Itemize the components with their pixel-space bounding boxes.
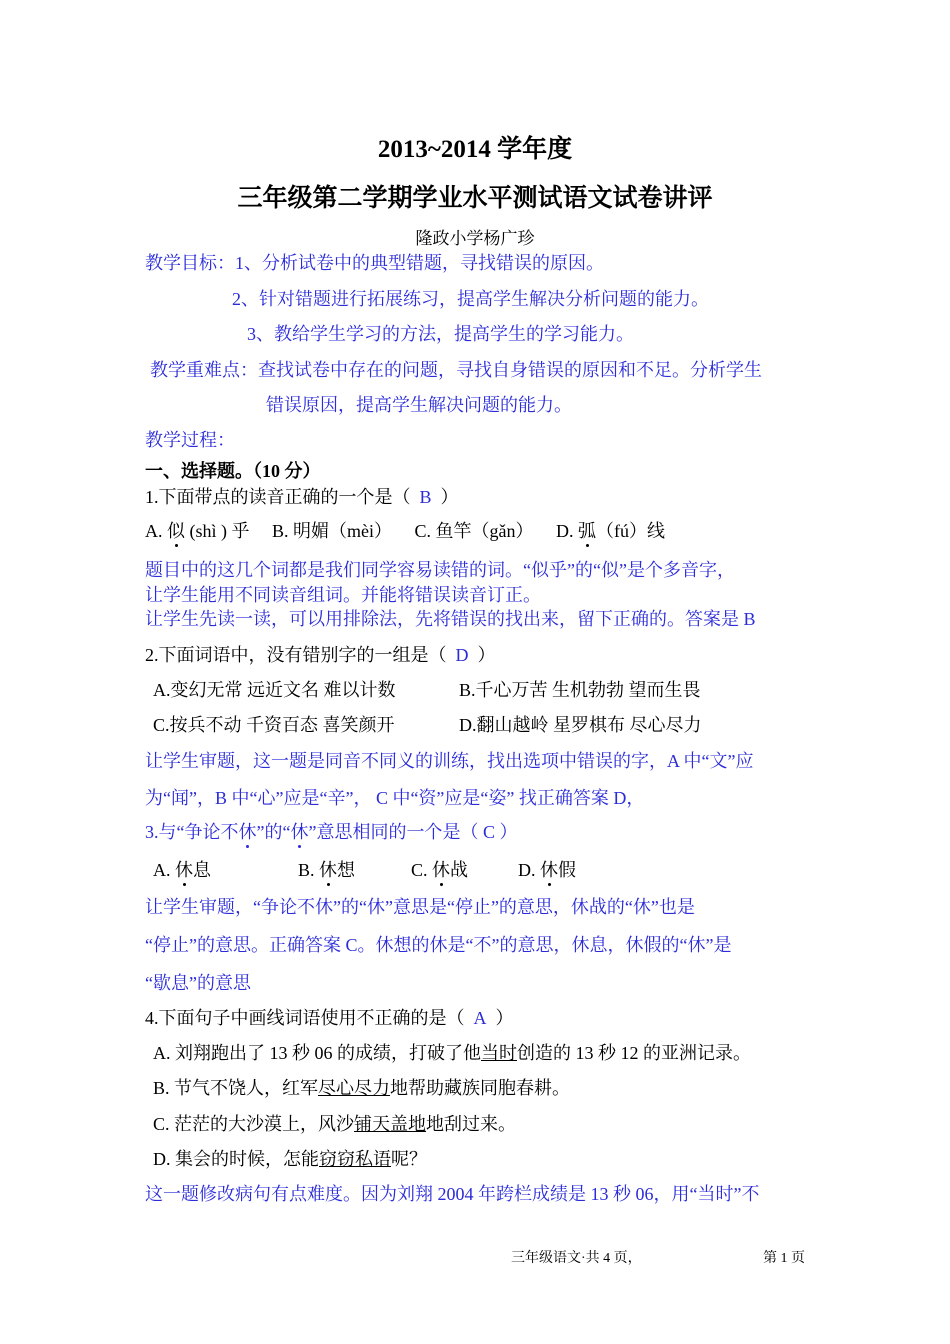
question-4-option-b: B. 节气不饶人，红军尽心尽力地帮助藏族同胞春耕。	[153, 1078, 571, 1098]
question-2-answer: D	[455, 645, 469, 665]
question-4-option-d: D. 集会的时候，怎能窃窃私语呢？	[153, 1149, 427, 1169]
section-heading: 一、选择题。（10 分）	[145, 461, 321, 481]
question-3-option-d: D. 休假	[518, 860, 576, 880]
question-2-option-c: C.按兵不动 千资百态 喜笑颜开	[153, 715, 395, 735]
question-3-stem: 3.与“争论不休”的“休”意思相同的一个是（ C ）	[145, 822, 518, 842]
question-1-stem: 1.下面带点的读音正确的一个是（ B ）	[145, 487, 459, 507]
question-4-option-c: C. 茫茫的大沙漠上，风沙铺天盖地地刮过来。	[153, 1114, 517, 1134]
process-label: 教学过程：	[145, 430, 235, 450]
goal-2: 2、针对错题进行拓展练习，提高学生解决分析问题的能力。	[232, 289, 709, 309]
page-subtitle: 三年级第二学期学业水平测试语文试卷讲评	[237, 185, 713, 212]
question-3-answer: C	[482, 822, 495, 842]
question-2-explain-1: 让学生审题，这一题是同音不同义的训练，找出选项中错误的字，A 中“文”应	[145, 751, 754, 771]
question-2-option-a: A.变幻无常 远近文名 难以计数	[153, 680, 396, 700]
question-3-option-a: A. 休息	[153, 860, 211, 880]
question-4-stem: 4.下面句子中画线词语使用不正确的是（ A ）	[145, 1008, 514, 1028]
author: 隆政小学杨广珍	[415, 229, 535, 249]
question-1-options: A. 似 (shì ) 乎 B. 明媚（mèi） C. 鱼竿（gǎn） D. 弧（fú）线	[145, 521, 665, 541]
footer-page-number: 第 1 页	[763, 1251, 805, 1266]
footer-page-count: 三年级语文·共 4 页，	[511, 1251, 642, 1266]
question-3-explain-1: 让学生审题，“争论不休”的“休”意思是“停止”的意思，休战的“休”也是	[145, 897, 695, 917]
difficulty-2: 错误原因，提高学生解决问题的能力。	[266, 395, 572, 415]
goal-1: 教学目标：1、分析试卷中的典型错题，寻找错误的原因。	[145, 253, 604, 273]
question-1-answer: B	[419, 487, 432, 507]
question-4-explain: 这一题修改病句有点难度。因为刘翔 2004 年跨栏成绩是 13 秒 06，用“当时”不	[145, 1184, 760, 1204]
question-3-explain-2: “停止”的意思。正确答案 C。休想的休是“不”的意思，休息，休假的“休”是	[145, 935, 732, 955]
question-2-option-d: D.翻山越岭 星罗棋布 尽心尽力	[459, 715, 702, 735]
question-4-option-a: A. 刘翔跑出了 13 秒 06 的成绩，打破了他当时创造的 13 秒 12 的亚洲记录。	[153, 1043, 751, 1063]
page-title: 2013~2014 学年度	[377, 136, 573, 163]
question-4-answer: A	[473, 1008, 487, 1028]
question-3-option-c: C. 休战	[411, 860, 469, 880]
question-2-explain-2: 为“闻”，B 中“心”应是“辛”， C 中“资”应是“姿” 找正确答案 D，	[145, 788, 645, 808]
question-1-explain-2: 让学生能用不同读音组词。并能将错误读音订正。	[145, 585, 541, 605]
question-1-explain-3: 让学生先读一读，可以用排除法，先将错误的找出来，留下正确的。答案是 B	[145, 609, 756, 629]
question-3-explain-3: “歇息”的意思	[145, 973, 251, 993]
question-3-option-b: B. 休想	[298, 860, 356, 880]
goal-3: 3、教给学生学习的方法，提高学生的学习能力。	[247, 324, 634, 344]
question-1-explain-1: 题目中的这几个词都是我们同学容易读错的词。“似乎”的“似”是个多音字，	[145, 560, 735, 580]
question-2-option-b: B.千心万苦 生机勃勃 望而生畏	[459, 680, 701, 700]
question-2-stem: 2.下面词语中，没有错别字的一组是（ D ）	[145, 645, 496, 665]
difficulty-1: 教学重难点：查找试卷中存在的问题，寻找自身错误的原因和不足。分析学生	[150, 360, 762, 380]
